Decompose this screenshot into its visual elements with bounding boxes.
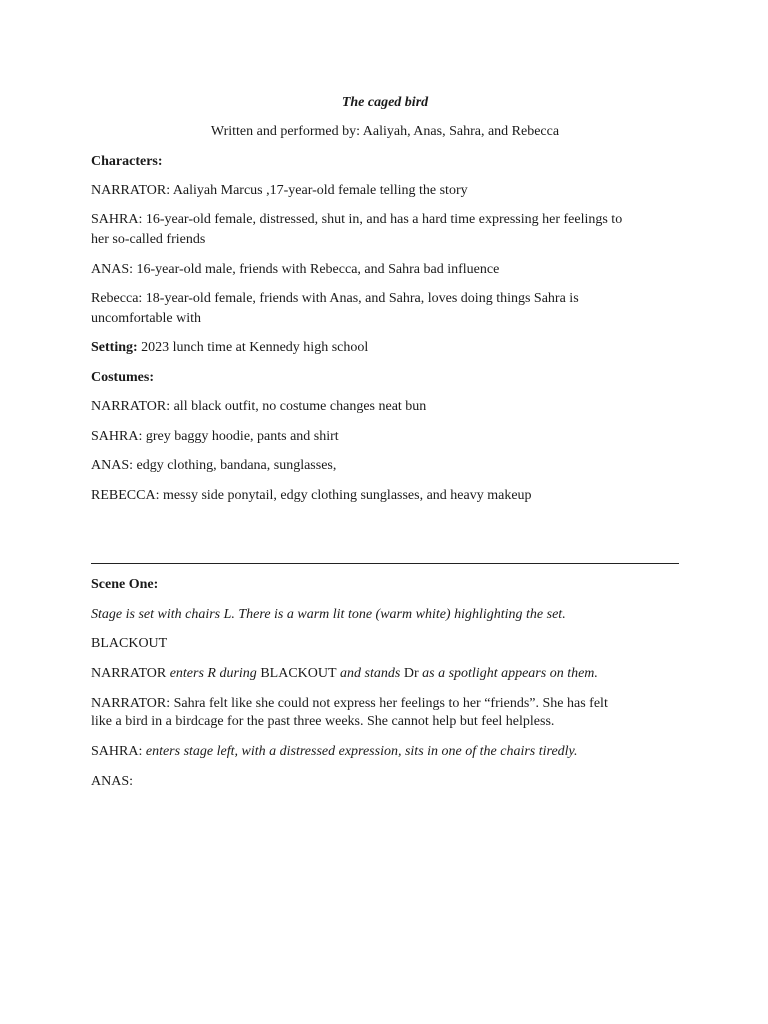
- sahra-direction: enters stage left, with a distressed expression, sits in one of the chairs tiredly.: [145, 744, 578, 759]
- narrator-entrance-position: Dr: [403, 666, 419, 681]
- character-narrator: NARRATOR: Aaliyah Marcus ,17-year-old female telling the story: [91, 183, 468, 198]
- setting-text: 2023 lunch time at Kennedy high school: [137, 340, 369, 355]
- narrator-entrance-blackout: BLACKOUT: [260, 666, 337, 681]
- stage-direction: Stage is set with chairs L. There is a warm lit tone (warm white) highlighting the set.: [91, 607, 566, 622]
- narrator-dialogue-line2: like a bird in a birdcage for the past three weeks. She cannot help but feel helpless.: [91, 714, 555, 729]
- play-title: The caged bird: [341, 95, 429, 110]
- setting-label: Setting:: [91, 340, 138, 355]
- character-sahra-line2: her so-called friends: [91, 232, 206, 247]
- costume-anas: ANAS: edgy clothing, bandana, sunglasses,: [91, 458, 337, 473]
- byline: Written and performed by: Aaliyah, Anas, Sahra, and Rebecca: [210, 124, 560, 139]
- narrator-entrance-direction-c: as a spotlight appears on them.: [418, 666, 598, 681]
- narrator-dialogue-line1: NARRATOR: Sahra felt like she could not express her feelings to her “friends”. She has felt: [91, 696, 608, 711]
- character-rebecca-line2: uncomfortable with: [91, 311, 202, 326]
- sahra-speaker: SAHRA:: [91, 744, 146, 759]
- horizontal-divider: [91, 563, 679, 564]
- character-sahra-line1: SAHRA: 16-year-old female, distressed, shut in, and has a hard time expressing her feelings to: [91, 212, 623, 227]
- anas-speaker: ANAS:: [91, 774, 134, 789]
- setting-line: [91, 339, 368, 357]
- costume-rebecca: REBECCA: messy side ponytail, edgy clothing sunglasses, and heavy makeup: [91, 488, 532, 503]
- narrator-entrance-direction-b: and stands: [336, 666, 404, 681]
- narrator-entrance: [91, 665, 598, 683]
- characters-heading: Characters:: [91, 154, 163, 169]
- narrator-entrance-speaker: NARRATOR: [91, 666, 170, 681]
- costume-sahra: SAHRA: grey baggy hoodie, pants and shirt: [91, 429, 339, 444]
- character-rebecca-line1: Rebecca: 18-year-old female, friends with Anas, and Sahra, loves doing things Sahra is: [91, 291, 579, 306]
- scene-heading: Scene One:: [91, 577, 159, 592]
- sahra-entrance: [91, 743, 578, 761]
- blackout-cue: BLACKOUT: [91, 636, 168, 651]
- narrator-entrance-direction-a: enters R during: [169, 666, 261, 681]
- character-anas: ANAS: 16-year-old male, friends with Rebecca, and Sahra bad influence: [91, 262, 500, 277]
- costume-narrator: NARRATOR: all black outfit, no costume changes neat bun: [91, 399, 427, 414]
- costumes-heading: Costumes:: [91, 370, 154, 385]
